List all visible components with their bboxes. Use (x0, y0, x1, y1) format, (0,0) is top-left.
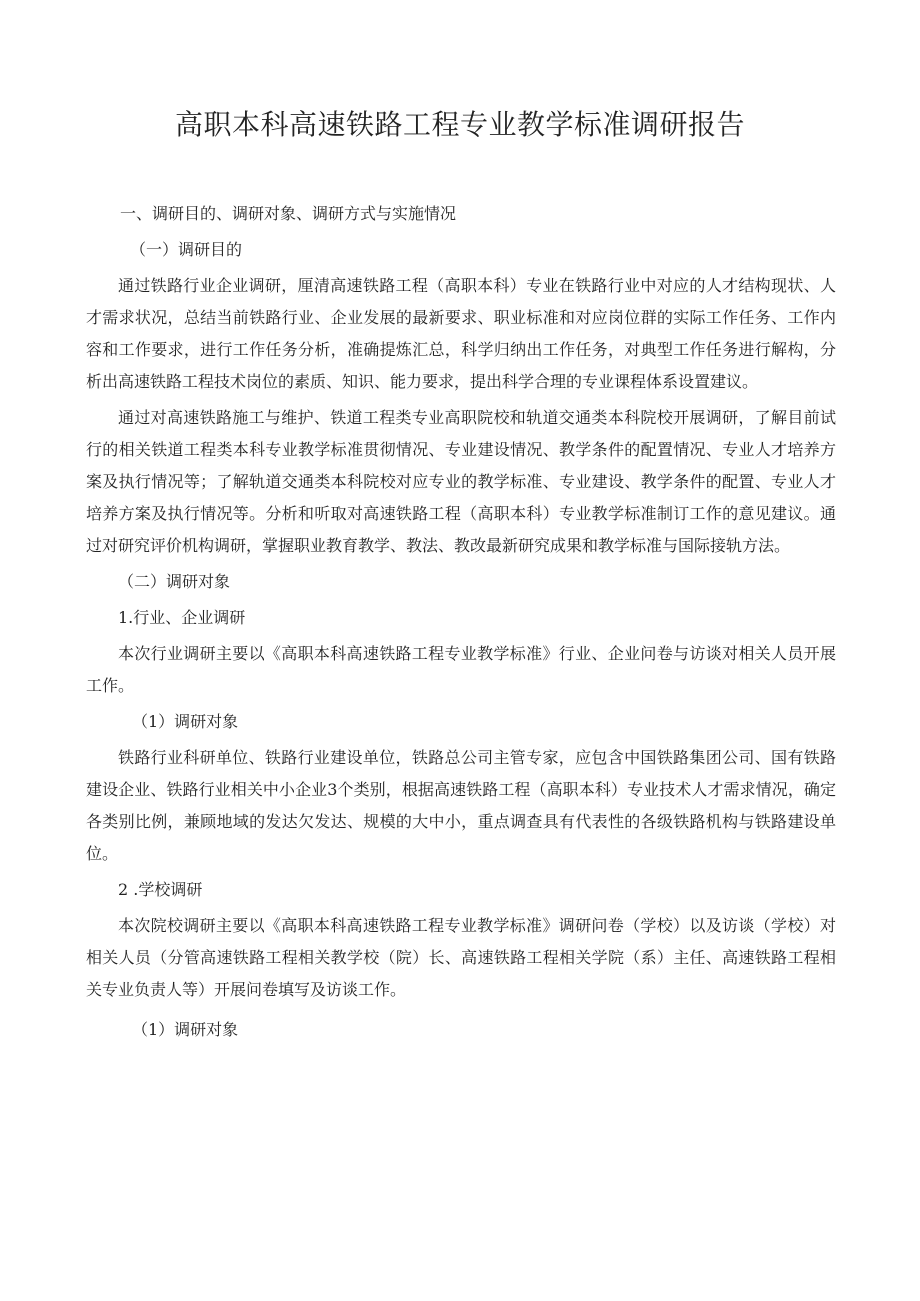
paragraph-industry: 本次行业调研主要以《高职本科高速铁路工程专业教学标准》行业、企业问卷与访谈对相关人员开展工作。 (86, 644, 836, 695)
paragraph-school: 本次院校调研主要以《高职本科高速铁路工程专业教学标准》调研问卷（学校）以及访谈（学校）对相关人员（分管高速铁路工程相关教学校（院）长、高速铁路工程相关学院（系）主任、高速铁路工程相关专业负责人等）开展问卷填写及访谈工作。 (86, 916, 836, 999)
section-heading-1: 一、调研目的、调研对象、调研方式与实施情况 (120, 204, 457, 223)
page-title: 高职本科高速铁路工程专业教学标准调研报告 (174, 108, 745, 141)
paragraph-industry-objects: 铁路行业科研单位、铁路行业建设单位，铁路总公司主管专家，应包含中国铁路集团公司、国有铁路建设企业、铁路行业相关中小企业3个类别，根据高速铁路工程（高职本科）专业技术人才需求情况，确定各类别比例，兼顾地域的发达欠发达、规模的大中小，重点调查具有代表性的各级铁路机构与铁路建设单位。 (86, 748, 836, 863)
sub-item-heading-school-objects: （1）调研对象 (132, 1020, 239, 1039)
paragraph-purpose-2: 通过对高速铁路施工与维护、铁道工程类专业高职院校和轨道交通类本科院校开展调研，了解目前试行的相关铁道工程类本科专业教学标准贯彻情况、专业建设情况、教学条件的配置情况、专业人才培养方案及执行情况等；了解轨道交通类本科院校对应专业的教学标准、专业建设、教学条件的配置、专业人才培养方案及执行情况等。分析和听取对高速铁路工程（高职本科）专业教学标准制订工作的意见建议。通过对研究评价机构调研，掌握职业教育教学、教法、教改最新研究成果和教学标准与国际接轨方法。 (86, 408, 836, 555)
subsection-heading-objects: （二）调研对象 (118, 572, 231, 591)
subsection-heading-purpose: （一）调研目的 (130, 240, 243, 259)
item-heading-school: 2 .学校调研 (118, 880, 203, 899)
document-body (86, 198, 836, 1046)
paragraph-purpose-1: 通过铁路行业企业调研，厘清高速铁路工程（高职本科）专业在铁路行业中对应的人才结构现状、人才需求状况，总结当前铁路行业、企业发展的最新要求、职业标准和对应岗位群的实际工作任务、工作内容和工作要求，进行工作任务分析，准确提炼汇总，科学归纳出工作任务，对典型工作任务进行解构，分析出高速铁路工程技术岗位的素质、知识、能力要求，提出科学合理的专业课程体系设置建议。 (86, 276, 836, 391)
item-heading-industry: 1.行业、企业调研 (118, 608, 246, 627)
sub-item-heading-industry-objects: （1）调研对象 (132, 712, 239, 731)
